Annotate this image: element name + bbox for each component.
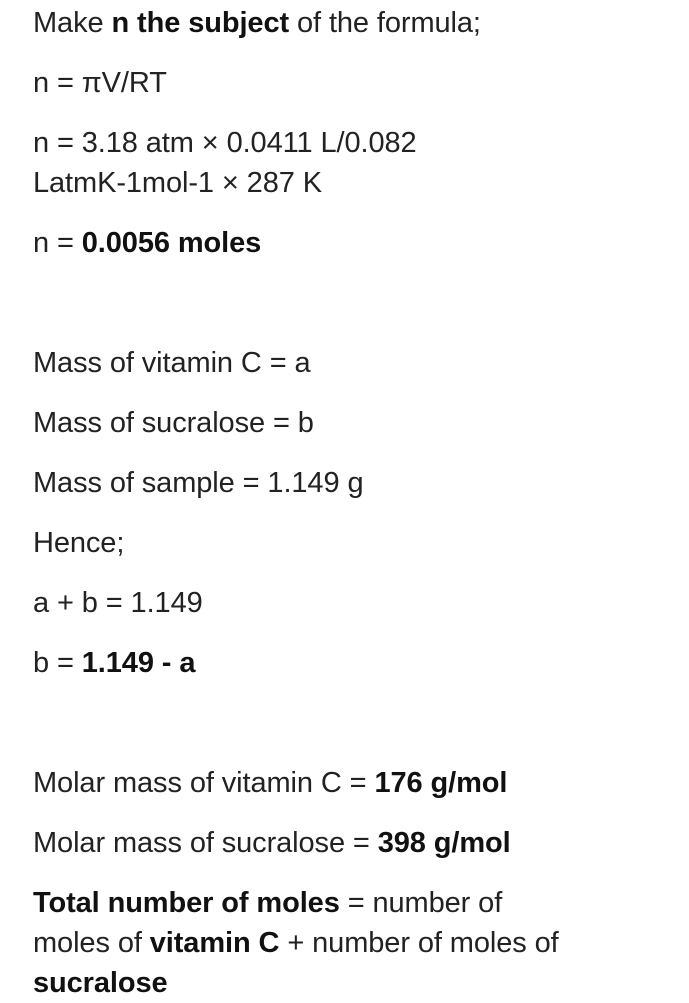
molar-mass-sucralose-line (33, 823, 511, 863)
formula-line: n = πV/RT (33, 67, 167, 99)
b-equation-line (33, 643, 195, 683)
total-moles-text-3: + number of moles of (279, 927, 559, 959)
total-moles-text-2: moles of (33, 927, 150, 959)
instruction-line (33, 3, 481, 43)
total-moles-bold-sucralose: sucralose (33, 967, 168, 999)
moles-result-value: 0.0056 moles (81, 227, 262, 259)
total-moles-bold-label: Total number of moles (33, 887, 340, 919)
moles-result-prefix: n = (33, 227, 82, 259)
b-equation-prefix: b = (33, 647, 82, 679)
total-moles-paragraph (33, 883, 559, 1003)
molar-mass-vitamin-c-line (33, 763, 507, 803)
substitution-line (33, 123, 417, 203)
mass-sample-line: Mass of sample = 1.149 g (33, 467, 364, 499)
molar-mass-vitamin-c-label: Molar mass of vitamin C = (33, 767, 375, 799)
b-equation-value: 1.149 - a (81, 647, 196, 679)
instruction-bold-subject: n the subject (111, 7, 290, 39)
molar-mass-vitamin-c-value: 176 g/mol (374, 767, 508, 799)
total-moles-row-3 (33, 963, 559, 1003)
sum-equation-line: a + b = 1.149 (33, 587, 203, 619)
molar-mass-sucralose-label: Molar mass of sucralose = (33, 827, 378, 859)
instruction-text-start: Make (33, 7, 112, 39)
substitution-line-2: LatmK-1mol-1 × 287 K (33, 167, 322, 199)
total-moles-row-1 (33, 883, 559, 923)
moles-result-line (33, 223, 261, 263)
total-moles-text-1: = number of (339, 887, 503, 919)
instruction-text-end: of the formula; (289, 7, 481, 39)
mass-vitamin-c-line: Mass of vitamin C = a (33, 347, 311, 379)
total-moles-bold-vitamin-c: vitamin C (149, 927, 280, 959)
substitution-line-1: n = 3.18 atm × 0.0411 L/0.082 (33, 127, 417, 159)
hence-line: Hence; (33, 527, 125, 559)
mass-sucralose-line: Mass of sucralose = b (33, 407, 314, 439)
molar-mass-sucralose-value: 398 g/mol (377, 827, 511, 859)
total-moles-row-2 (33, 923, 559, 963)
